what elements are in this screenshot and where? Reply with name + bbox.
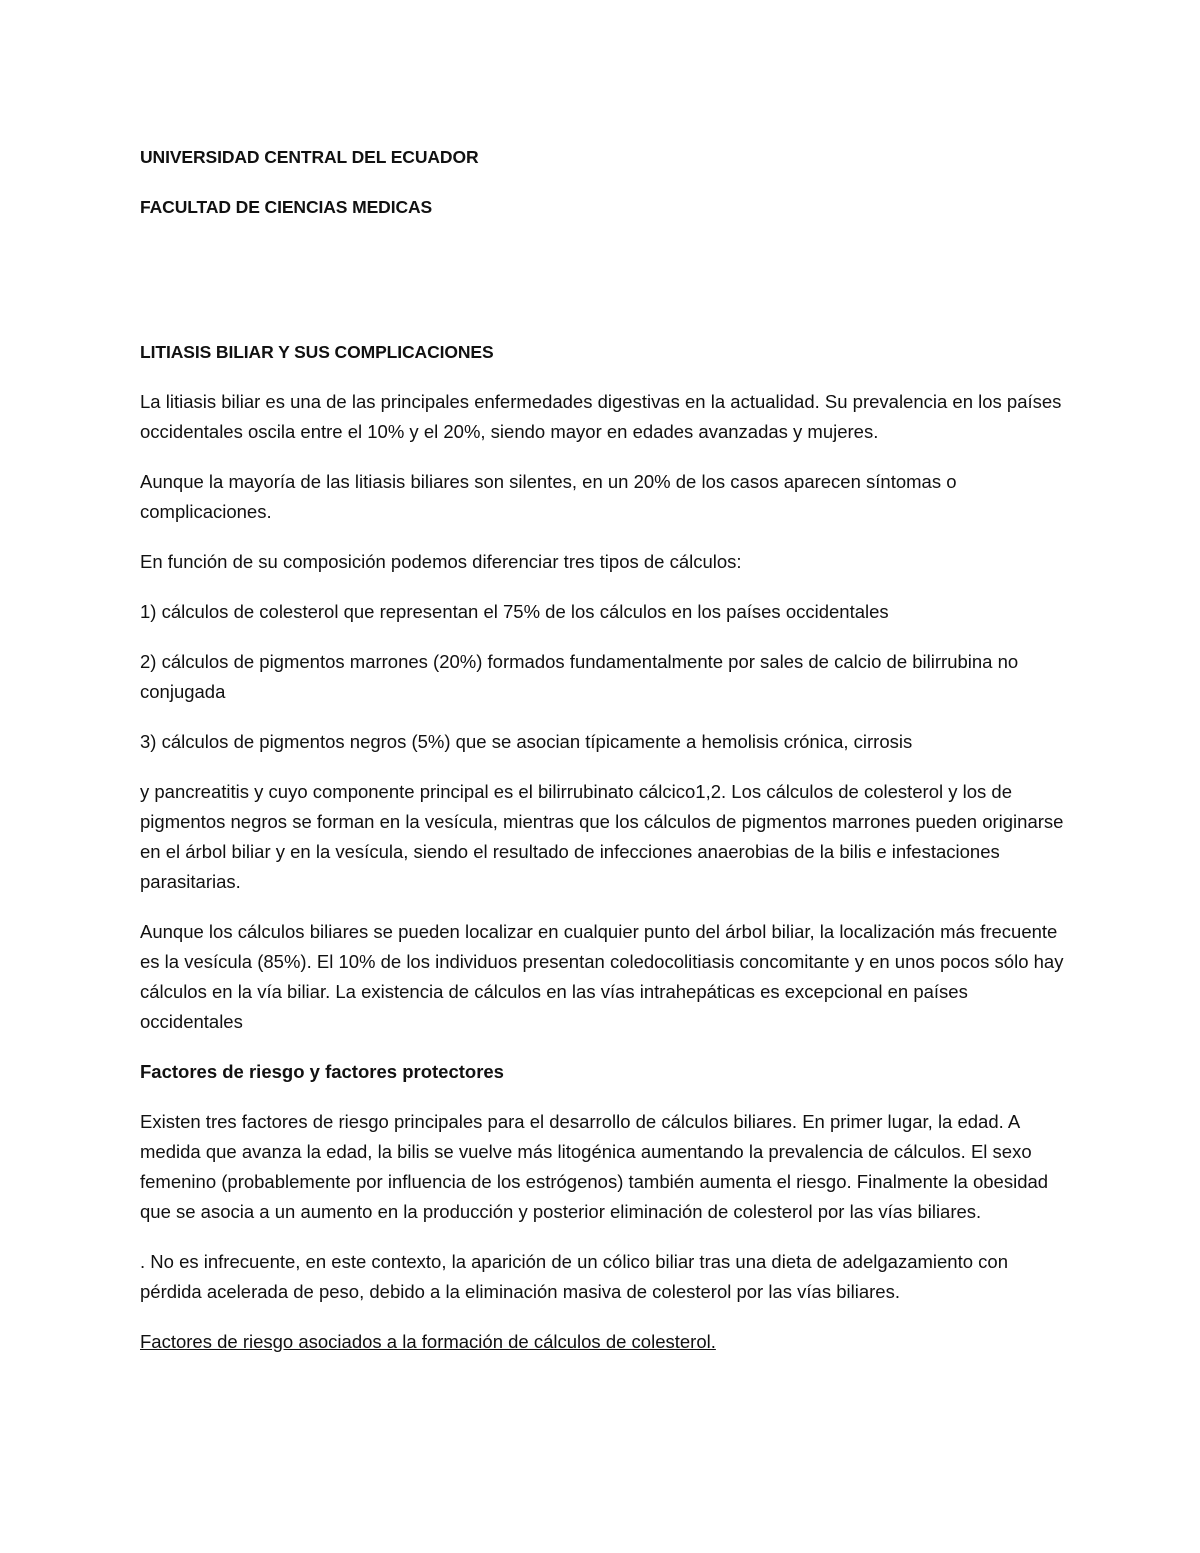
- paragraph-types-intro: En función de su composición podemos diferenciar tres tipos de cálculos:: [140, 551, 742, 572]
- section-heading-risk-factors: Factores de riesgo y factores protectores: [140, 1061, 504, 1082]
- university-heading: UNIVERSIDAD CENTRAL DEL ECUADOR: [140, 147, 479, 167]
- underlined-subheading: Factores de riesgo asociados a la formación de cálculos de colesterol.: [140, 1331, 716, 1352]
- paragraph-formation: y pancreatitis y cuyo componente principal es el bilirrubinato cálcico1,2. Los cálculos de colesterol y los de pigmentos negros se forman en la vesícula, mientras que los cálculos de pigmentos marrones pueden originarse en el árbol biliar y en la vesícula, siendo el resultado de infecciones anaerobias de la bilis e infestaciones parasitarias.: [140, 781, 1064, 892]
- list-item-brown-pigment: 2) cálculos de pigmentos marrones (20%) formados fundamentalmente por sales de calcio de bilirrubina no conjugada: [140, 651, 1019, 702]
- list-item-black-pigment: 3) cálculos de pigmentos negros (5%) que se asocian típicamente a hemolisis crónica, cirrosis: [140, 731, 913, 752]
- document-title: LITIASIS BILIAR Y SUS COMPLICACIONES: [140, 342, 494, 362]
- paragraph-intro: La litiasis biliar es una de las principales enfermedades digestivas en la actualidad. Su prevalencia en los países occidentales oscila entre el 10% y el 20%, siendo mayor en edades avanzadas y mujeres.: [140, 391, 1062, 442]
- paragraph-risk-factors: Existen tres factores de riesgo principales para el desarrollo de cálculos biliares. En primer lugar, la edad. A medida que avanza la edad, la bilis se vuelve más litogénica aumentando la prevalencia de cálculos. El sexo femenino (probablemente por influencia de los estrógenos) también aumenta el riesgo. Finalmente la obesidad que se asocia a un aumento en la producción y posterior eliminación de colesterol por las vías biliares.: [140, 1111, 1049, 1222]
- list-item-cholesterol: 1) cálculos de colesterol que representan el 75% de los cálculos en los países occidentales: [140, 601, 889, 622]
- paragraph-symptoms: Aunque la mayoría de las litiasis biliares son silentes, en un 20% de los casos aparecen síntomas o complicaciones.: [140, 471, 957, 522]
- paragraph-biliary-colic: . No es infrecuente, en este contexto, la aparición de un cólico biliar tras una dieta de adelgazamiento con pérdida acelerada de peso, debido a la eliminación masiva de colesterol por las vías biliares.: [140, 1251, 1008, 1302]
- faculty-heading: FACULTAD DE CIENCIAS MEDICAS: [140, 197, 433, 217]
- document-body: [140, 142, 1070, 1357]
- paragraph-location: Aunque los cálculos biliares se pueden localizar en cualquier punto del árbol biliar, la localización más frecuente es la vesícula (85%). El 10% de los individuos presentan coledocolitiasis concomitante y en unos pocos sólo hay cálculos en la vía biliar. La existencia de cálculos en las vías intrahepáticas es excepcional en países occidentales: [140, 921, 1064, 1032]
